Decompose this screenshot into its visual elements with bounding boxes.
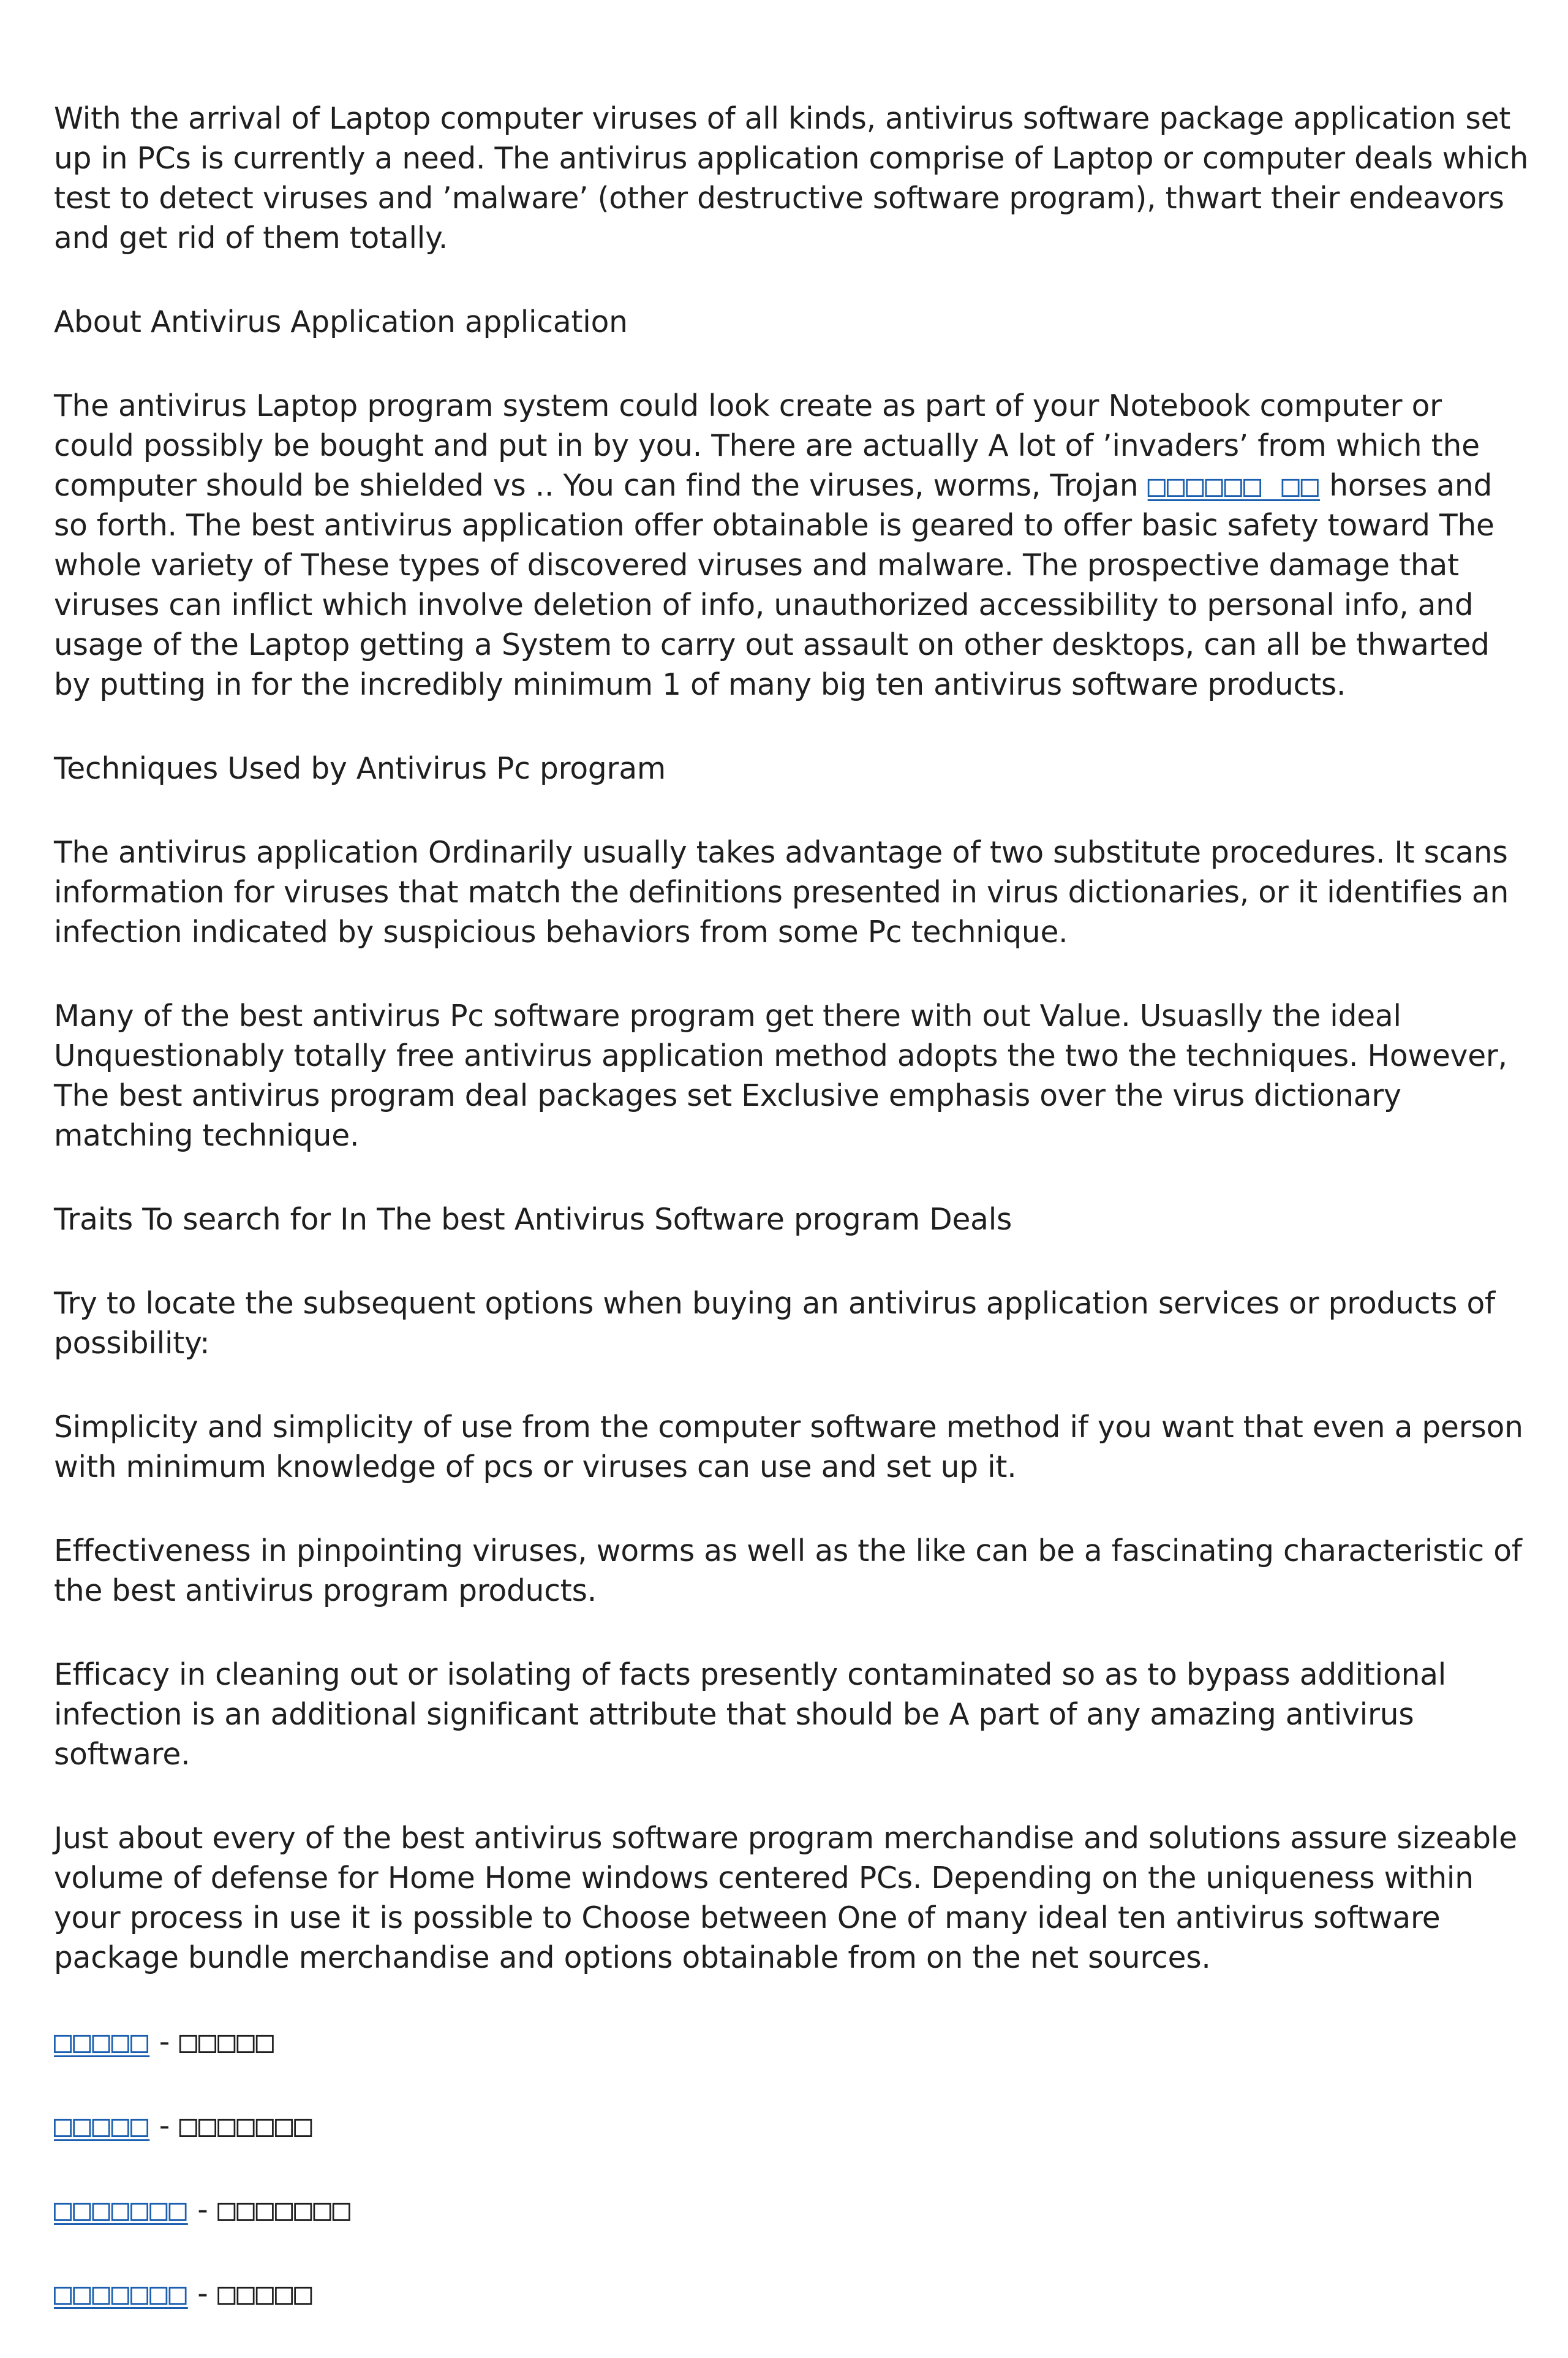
heading-about-antivirus: About Antivirus Application application — [54, 305, 628, 339]
link-separator: - — [149, 2109, 179, 2143]
link-separator: - — [187, 2277, 218, 2311]
heading-traits: Traits To search for In The best Antivirus Software program Deals — [54, 1203, 1012, 1237]
paragraph-conclusion: Just about every of the best antivirus software program merchandise and solutions assure sizeable volume of defense for Home Home windows centered PCs. Depending on the uniqueness within your process in use it is possible to Choose between One of many ideal ten antivirus software package bundle merchandise and options obtainable from on the net sources. — [54, 1821, 1517, 1975]
related-link-row — [54, 2274, 1530, 2314]
paragraph-options: Try to locate the subsequent options when buying an antivirus application services or products of possibility: — [54, 1287, 1495, 1361]
paragraph-text-before-link: The antivirus Laptop program system could look create as part of your Notebook computer or could possibly be bought and put in by you. There are actually A lot of ’invaders’ from which the computer should be shielded vs .. You can find the viruses, worms, Trojan — [54, 389, 1480, 503]
paragraph-antivirus-program — [54, 387, 1530, 705]
paragraph-text-after-link: horses and so forth. The best antivirus application offer obtainable is geared to offer basic safety toward The whole variety of These types of discovered viruses and malware. The prospective damage that viruses can inflict which involve deletion of info, unauthorized accessibility to personal info, and usage of the Laptop getting a System to carry out assault on other desktops, can all be thwarted by putting in for the incredibly minimum 1 of many big ten antivirus software products. — [54, 469, 1494, 702]
related-link[interactable]: □□□□□ — [54, 2025, 150, 2059]
related-link-text: □□□□□ — [217, 2277, 314, 2311]
heading-techniques: Techniques Used by Antivirus Pc program — [54, 752, 666, 786]
link-separator: - — [149, 2025, 179, 2059]
related-link[interactable]: □□□□□ — [54, 2109, 150, 2143]
link-separator: - — [187, 2193, 218, 2227]
related-link[interactable]: □□□□□□□ — [54, 2277, 188, 2311]
related-link-row — [54, 2106, 1530, 2146]
inline-link-trojan[interactable]: □□□□□□ □□ — [1147, 469, 1320, 503]
related-link-row — [54, 2022, 1530, 2062]
related-link[interactable]: □□□□□□□ — [54, 2193, 188, 2227]
related-link-text: □□□□□ — [179, 2025, 275, 2059]
paragraph-free-antivirus: Many of the best antivirus Pc software program get there with out Value. Usuaslly the ideal Unquestionably totally free antivirus application method adopts the two the techniques. However, The best antivirus program deal packages set Exclusive emphasis over the virus dictionary matching technique. — [54, 999, 1507, 1153]
related-link-text: □□□□□□□ — [217, 2193, 352, 2227]
paragraph-intro: With the arrival of Laptop computer viruses of all kinds, antivirus software package application set up in PCs is currently a need. The antivirus application comprise of Laptop or computer deals which test to detect viruses and ’malware’ (other destructive software program), thwart their endeavors and get rid of them totally. — [54, 102, 1529, 255]
paragraph-simplicity: Simplicity and simplicity of use from the computer software method if you want that even a person with minimum knowledge of pcs or viruses can use and set up it. — [54, 1410, 1523, 1484]
paragraph-techniques: The antivirus application Ordinarily usually takes advantage of two substitute procedures. It scans information for viruses that match the definitions presented in virus dictionaries, or it identifies an infection indicated by suspicious behaviors from some Pc technique. — [54, 836, 1509, 950]
paragraph-effectiveness: Effectiveness in pinpointing viruses, worms as well as the like can be a fascinating characteristic of the best antivirus program products. — [54, 1534, 1522, 1608]
document-body — [54, 99, 1530, 2358]
related-link-row — [54, 2190, 1530, 2230]
paragraph-efficacy: Efficacy in cleaning out or isolating of facts presently contaminated so as to bypass additional infection is an additional significant attribute that should be A part of any amazing antivirus software. — [54, 1658, 1447, 1772]
related-link-text: □□□□□□□ — [179, 2109, 314, 2143]
